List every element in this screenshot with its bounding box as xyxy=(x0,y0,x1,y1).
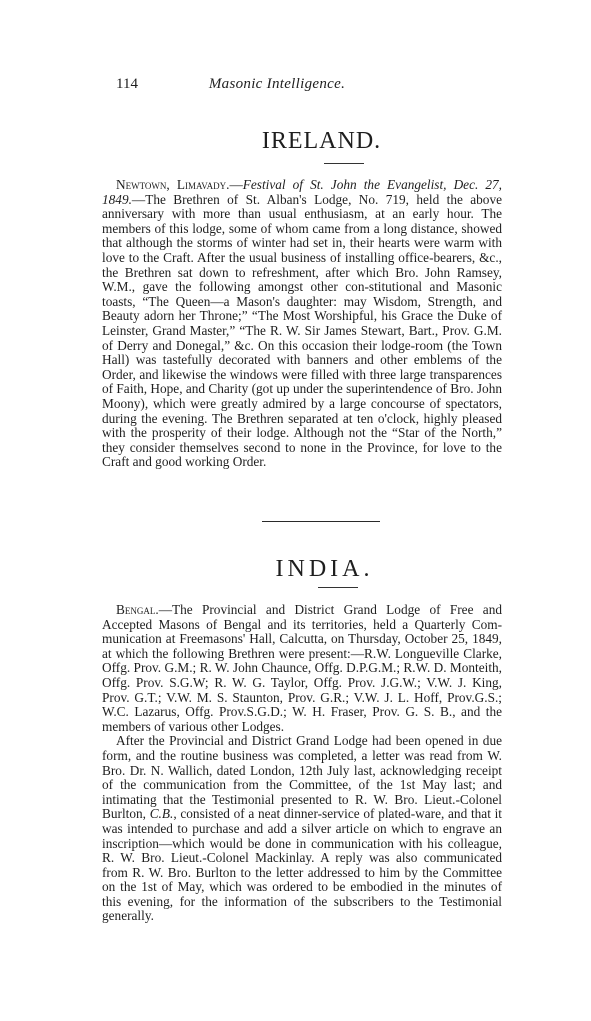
running-title: Masonic Intelligence. xyxy=(208,76,346,92)
section-heading-india: INDIA. xyxy=(275,556,374,582)
article-india xyxy=(102,603,502,924)
page-number: 114 xyxy=(116,76,138,92)
paragraph xyxy=(102,734,502,924)
article-ireland xyxy=(102,178,502,470)
heading-rule xyxy=(324,163,364,164)
running-head xyxy=(116,76,438,96)
dateline: Bengal. xyxy=(116,602,159,617)
dash: — xyxy=(229,177,243,192)
heading-rule xyxy=(318,587,358,588)
paragraph xyxy=(102,603,502,734)
honorific: C.B. xyxy=(149,806,174,822)
section-divider xyxy=(262,521,380,522)
article-body: —The Brethren of St. Alban's Lodge, No. 719, held the above anniversary with more than usual enthusiasm, at an early hour. The members of this lodge, some of whom came from a long distance, showed that although the storms of winter had set in, their hearts were warm with love to the Craft. After the usual business of installing office-bearers, &c., the Brethren sat down to refreshment, after which Bro. John Ramsey, W.M., gave the following amongst other con-stitutional and Masonic toasts, “The Queen—a Mason's daughter: may Wisdom, Strength, and Beauty adorn her Throne;” “The Most Worshipful, his Grace the Duke of Leinster, Grand Master,” “The R. W. Sir James Stewart, Bart., Prov. G.M. of Derry and Donegal,” &c. On this occasion their lodge-room (the Town Hall) was tastefully decorated with banners and other emblems of the Order, and likewise the windows were filled with three large transparences of Faith, Hope, and Charity (got up under the superintendence of Bro. John Moony), which were greatly admired by a large concourse of spectators, during the evening. The Brethren separated at ten o'clock, highly pleased with the prosperity of their lodge. Although not the “Star of the North,” they consider themselves second to none in the Province, for love to the Craft and good working Order. xyxy=(102,191,502,470)
article-body: , consisted of a neat dinner-service of plated-ware, and that it was intended to purchase and add a silver article on which to engrave an inscription—which would be done in communication with his colleague, R. W. Bro. Lieut.-Colonel Mackinlay. A reply was also communicated from R. W. Bro. Burlton to the letter addressed to him by the Committee on the 1st of May, which was ordered to be embodied in the minutes of this evening, for the information of the subscribers to the Testimonial generally. xyxy=(102,806,502,924)
dateline: Newtown, Limavady. xyxy=(116,177,230,192)
event-title: Festival of St. John the Evangelist, Dec. 27, 1849. xyxy=(102,177,502,207)
article-body: —The Provincial and District Grand Lodge of Free and Accepted Masons of Bengal and its territories, held a Quarterly Com-munication at Freemasons' Hall, Calcutta, on Thursday, October 25, 1849, at which the following Brethren were present:—R.W. Longueville Clarke, Offg. Prov. G.M.; R. W. John Chaunce, Offg. D.P.G.M.; R.W. D. Monteith, Offg. Prov. S.G.W; R. W. G. Taylor, Offg. Prov. J.G.W.; V.W. J. King, Prov. G.T.; V.W. M. S. Staunton, Prov. G.R.; V.W. J. L. Hoff, Prov.G.S.; W.C. Lazarus, Offg. Prov.S.G.D.; W. H. Fraser, Prov. G. S. B., and the members of various other Lodges. xyxy=(102,602,502,734)
article-body: After the Provincial and District Grand Lodge had been opened in due form, and the routine business was completed, a letter was read from W. Bro. Dr. N. Wallich, dated London, 12th July last, acknowledging receipt of the communication from the Committee, of the 1st May last; and intimating that the Testimonial presented to R. W. Bro. Lieut.-Colonel Burlton, xyxy=(102,733,502,822)
section-heading-ireland: IRELAND. xyxy=(261,128,382,154)
